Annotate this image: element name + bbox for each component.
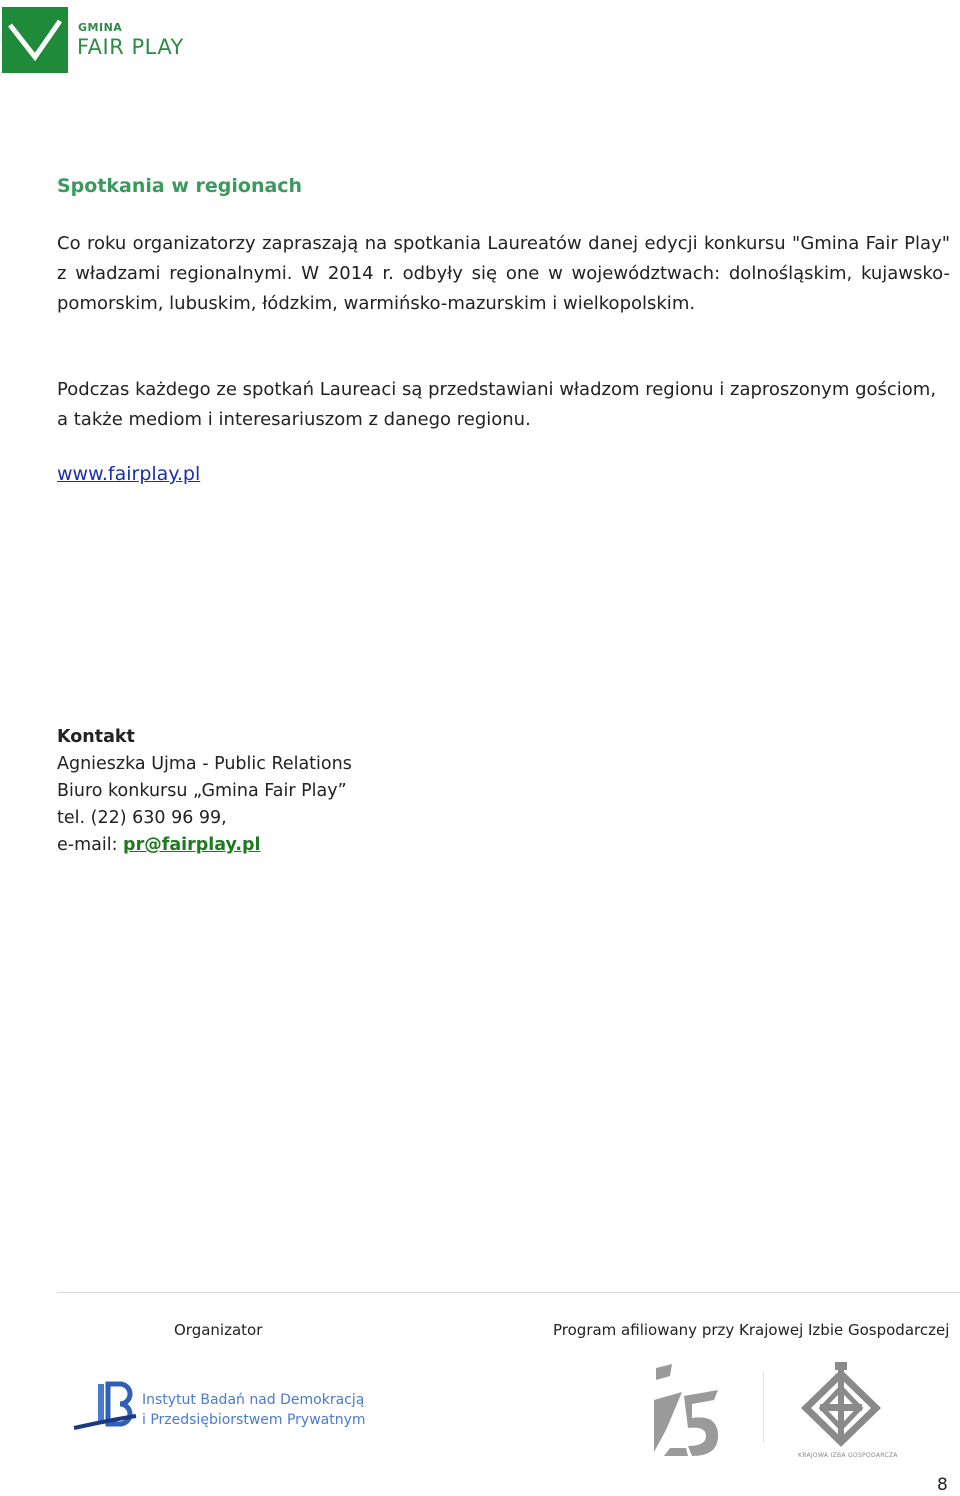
paragraph-meetings: Podczas każdego ze spotkań Laureaci są przedstawiani władzom regionu i zaproszonym gościom, a także mediom i interesariuszom z danego regionu. [57,379,937,430]
organizer-label: Organizator [174,1321,263,1339]
twenty-five-years-icon [648,1360,722,1460]
website-link[interactable]: www.fairplay.pl [57,463,201,485]
contact-office: Biuro konkursu „Gmina Fair Play” [57,781,347,801]
logo-text-small: GMINA [78,21,123,34]
footer-divider [57,1292,960,1293]
gmina-fair-play-logo [2,7,68,73]
paragraph-intro: Co roku organizatorzy zapraszają na spotkania Laureatów danej edycji konkursu "Gmina Fair Play" z władzami regionalnymi. W 2014 r. odbyły się one w województwach: dolnośląskim, kujawsko-pomorskim, lubuskim, łódzkim, warmińsko-mazurskim i wielkopolskim. [57,233,950,314]
contact-phone: tel. (22) 630 96 99, [57,808,227,828]
kig-emblem-icon [800,1360,882,1450]
logo-text-big: FAIR PLAY [77,35,184,59]
ibndipp-name [142,1390,366,1430]
ibndipp-line1: Instytut Badań nad Demokracją [142,1392,365,1408]
program-label: Program afiliowany przy Krajowej Izbie Gospodarczej [553,1321,950,1339]
kig-caption: KRAJOWA IZBA GOSPODARCZA [798,1452,898,1459]
ibndipp-line2: i Przedsiębiorstwem Prywatnym [142,1412,366,1428]
contact-block [57,724,352,859]
email-link[interactable]: pr@fairplay.pl [123,835,261,855]
email-label: e-mail: [57,835,124,855]
contact-title: Kontakt [57,727,135,747]
checkmark-v-icon [2,7,68,73]
logo-separator [763,1372,764,1442]
contact-name: Agnieszka Ujma - Public Relations [57,754,352,774]
page-number: 8 [937,1475,948,1495]
contact-email-line [57,832,352,859]
section-heading: Spotkania w regionach [57,175,303,197]
